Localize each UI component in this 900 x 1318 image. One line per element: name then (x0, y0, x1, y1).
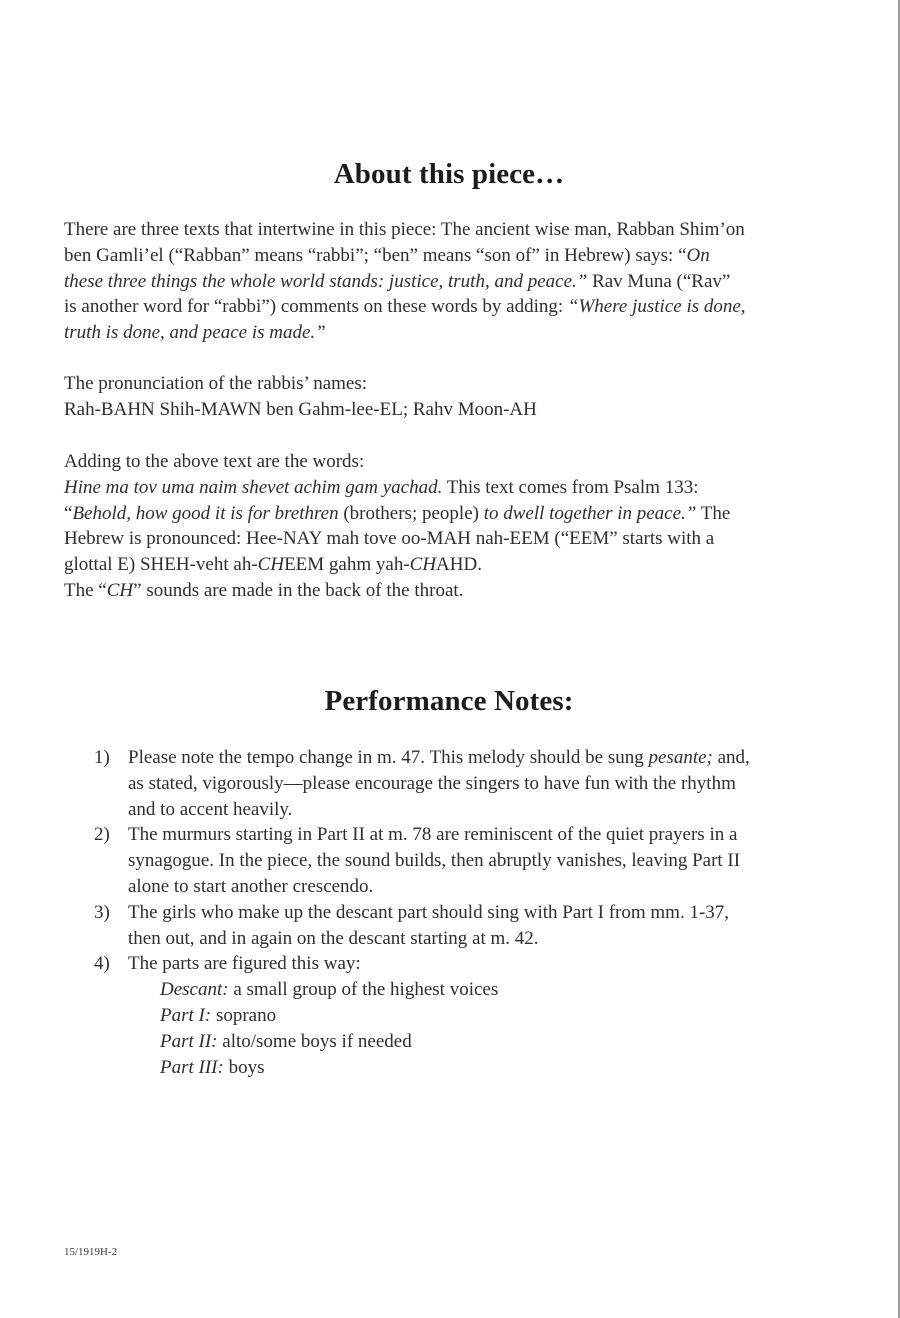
text-line: There are three texts that intertwine in this piece: The ancient wise man, Rabban Shim’on (64, 219, 745, 240)
note-number: 2) (94, 824, 110, 846)
text-line: then out, and in again on the descant starting at m. 42. (128, 927, 539, 949)
text-line: The “CH” sounds are made in the back of the throat. (64, 579, 464, 601)
text-line: Adding to the above text are the words: (64, 451, 365, 472)
text-line: The murmurs starting in Part II at m. 78 are reminiscent of the quiet prayers in a (128, 824, 738, 846)
note-number: 3) (94, 901, 110, 923)
note-item-1 (94, 745, 854, 822)
voice-part-descant: Descant: a small group of the highest voices (160, 979, 499, 1001)
text-line: The girls who make up the descant part should sing with Part I from mm. 1-37, (128, 901, 730, 923)
text-line: Hebrew is pronounced: Hee-NAY mah tove oo-MAH nah-EEM (“EEM” starts with a (64, 528, 715, 550)
text-line: Please note the tempo change in m. 47. This melody should be sung pesante; and, (128, 747, 750, 768)
performance-notes-title: Performance Notes: (324, 685, 574, 717)
note-number: 4) (94, 953, 110, 975)
text-line: alone to start another crescendo. (128, 875, 374, 897)
performance-notes-list (94, 745, 854, 1080)
text-line: The pronunciation of the rabbis’ names: (64, 373, 368, 394)
text-line: these three things the whole world stands: justice, truth, and peace.” Rav Muna (“Rav” (64, 270, 731, 292)
voice-part-1: Part I: soprano (160, 1004, 277, 1026)
note-number: 1) (94, 747, 110, 768)
text-line: Rah-BAHN Shih-MAWN ben Gahm-lee-EL; Rahv Moon-AH (64, 398, 537, 420)
about-paragraph-1 (64, 217, 844, 346)
text-line: ben Gamli’el (“Rabban” means “rabbi”; “ben” means “son of” in Hebrew) says: “On (64, 244, 710, 266)
text-line: is another word for “rabbi”) comments on these words by adding: “Where justice is done, (64, 296, 746, 318)
note-item-2 (94, 822, 854, 899)
text-line: glottal E) SHEH-veht ah-CHEEM gahm yah-CHAHD. (64, 554, 482, 576)
text-line: and to accent heavily. (128, 798, 293, 820)
text-line: truth is done, and peace is made.” (64, 322, 326, 344)
note-item-3 (94, 900, 854, 952)
about-title: About this piece… (333, 158, 565, 190)
catalog-code: 15/1919H-2 (64, 1246, 118, 1258)
text-line: as stated, vigorously—please encourage the singers to have fun with the rhythm (128, 772, 736, 794)
voice-part-3: Part III: boys (160, 1056, 265, 1078)
about-paragraph-3 (64, 449, 844, 604)
text-line: Hine ma tov uma naim shevet achim gam yachad. This text comes from Psalm 133: (64, 476, 699, 498)
voice-parts-list (128, 977, 854, 1080)
about-paragraph-2 (64, 371, 844, 423)
text-line: “Behold, how good it is for brethren (brothers; people) to dwell together in peace.” The (64, 502, 731, 524)
voice-part-2: Part II: alto/some boys if needed (160, 1030, 412, 1052)
note-item-4 (94, 951, 854, 1080)
text-line: synagogue. In the piece, the sound builds, then abruptly vanishes, leaving Part II (128, 850, 741, 872)
text-line: The parts are figured this way: (128, 953, 361, 975)
